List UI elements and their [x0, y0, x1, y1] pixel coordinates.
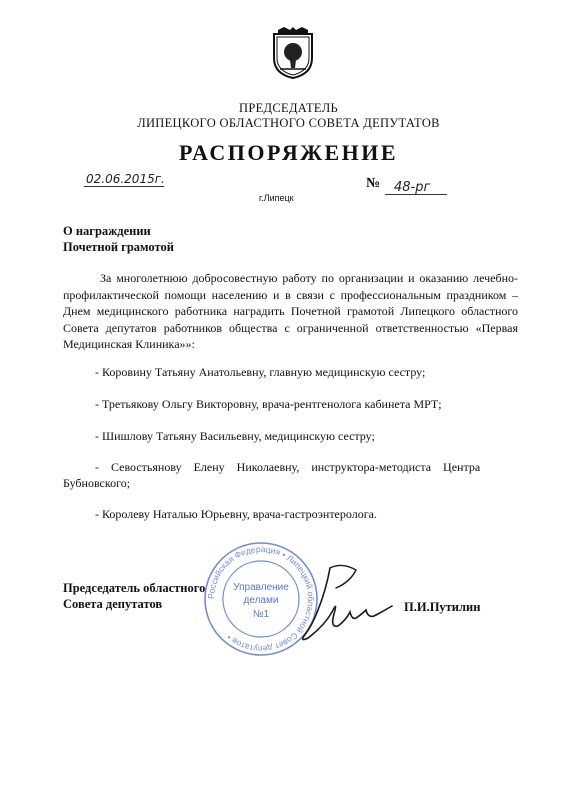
document-city: г.Липецк	[259, 193, 294, 203]
signatory-position-line-2: Совета депутатов	[63, 597, 163, 611]
number-label: №	[366, 176, 381, 191]
awardee-4-continued: Бубновского;	[63, 476, 131, 490]
document-number: 48-рг	[394, 180, 431, 195]
stamp-ring-text: Российская Федерация • Липецкий областной Совет депутатов •	[205, 543, 317, 655]
document-date: 02.06.2015г.	[86, 172, 165, 186]
stamp-center-line-2: делами	[243, 595, 279, 606]
signatory-position-line-1: Председатель областного	[63, 581, 206, 595]
stamp-center-line-1: Управление	[233, 582, 289, 593]
number-underline	[385, 194, 447, 195]
handwritten-signature	[290, 560, 400, 650]
awardee-1: - Коровину Татьяну Анатольевну, главную медицинскую сестру;	[95, 365, 426, 379]
header-line-2: ЛИПЕЦКОГО ОБЛАСТНОГО СОВЕТА ДЕПУТАТОВ	[137, 116, 440, 130]
awardee-3: - Шишлову Татьяну Васильевну, медицинскую сестру;	[95, 429, 375, 443]
header-line-1: ПРЕДСЕДАТЕЛЬ	[239, 101, 338, 115]
subject-line-1: О награждении	[63, 224, 151, 238]
document-title: РАСПОРЯЖЕНИЕ	[178, 140, 399, 165]
stamp-center-line-3: №1	[252, 609, 270, 620]
awardee-5: - Королеву Наталью Юрьевну, врача-гастроэнтеролога.	[95, 507, 377, 521]
awardee-2: - Третьякову Ольгу Викторовну, врача-рентгенолога кабинета МРТ;	[95, 397, 442, 411]
body-intro: За многолетнюю добросовестную работу по организации и оказанию лечебно-профилактической помощи населению и в связи с профессиональным праздником – Днем медицинского работника наградить Почетной грамотой Липецкого областного Совета депутатов работников общества с ограниченной ответственностью «Первая Медицинская Клиника»»:	[63, 271, 518, 351]
subject-line-2: Почетной грамотой	[63, 240, 174, 254]
awardee-4: - Севостьянову Елену Николаевну, инструктора-методиста Центра	[95, 460, 481, 474]
signatory-name: П.И.Путилин	[404, 600, 481, 614]
coat-of-arms-emblem	[270, 26, 316, 80]
date-underline	[84, 186, 164, 187]
